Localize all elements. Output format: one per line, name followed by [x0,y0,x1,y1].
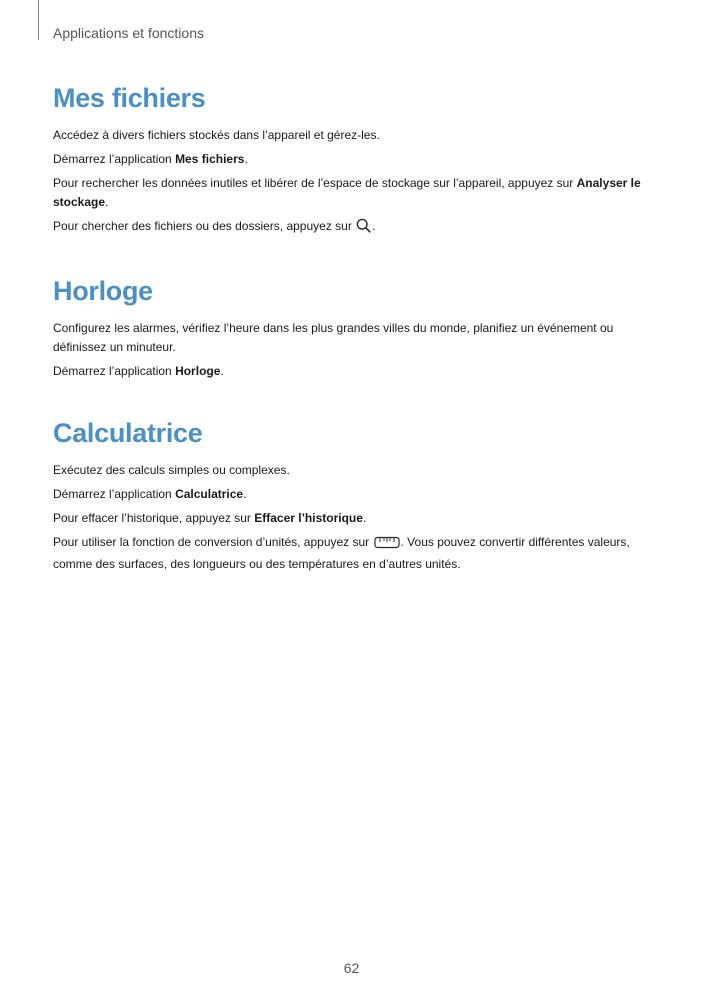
section-horloge [53,273,653,381]
paragraph: Pour rechercher les données inutiles et libérer de l’espace de stockage sur l’appareil, appuyez sur Analyser le stockage. [53,176,641,209]
section-title: Mes fichiers [53,83,206,113]
paragraph: Démarrez l’application Mes fichiers. [53,152,248,166]
page-number: 62 [343,960,360,976]
paragraph: Démarrez l’application Calculatrice. [53,487,247,501]
section-title: Horloge [53,276,153,306]
running-header: Applications et fonctions [53,25,204,41]
paragraph: Démarrez l’application Horloge. [53,364,224,378]
app-name: Mes fichiers [175,152,245,166]
paragraph: Pour effacer l’historique, appuyez sur Effacer l’historique. [53,511,367,525]
page-content [53,80,653,608]
ui-label: Analyser le stockage [53,176,641,209]
paragraph: Exécutez des calculs simples ou complexes. [53,463,290,477]
paragraph: Pour chercher des fichiers ou des dossiers, appuyez sur . [53,217,653,239]
paragraph: Pour utiliser la fonction de conversion d’unités, appuyez sur . Vous pouvez convertir différentes valeurs, comme des surfaces, des longueurs ou des températures en d’autres unités. [53,535,630,571]
margin-rule [38,0,39,40]
ui-label: Effacer l’historique [254,511,363,525]
section-title: Calculatrice [53,418,203,448]
ruler-icon [374,536,400,555]
section-mes-fichiers [53,80,653,239]
search-icon [356,218,371,239]
paragraph: Configurez les alarmes, vérifiez l’heure dans les plus grandes villes du monde, planifiez un événement ou définissez un minuteur. [53,321,614,354]
app-name: Calculatrice [175,487,244,501]
paragraph: Accédez à divers fichiers stockés dans l’appareil et gérez-les. [53,128,380,142]
section-calculatrice [53,415,653,574]
app-name: Horloge [175,364,221,378]
